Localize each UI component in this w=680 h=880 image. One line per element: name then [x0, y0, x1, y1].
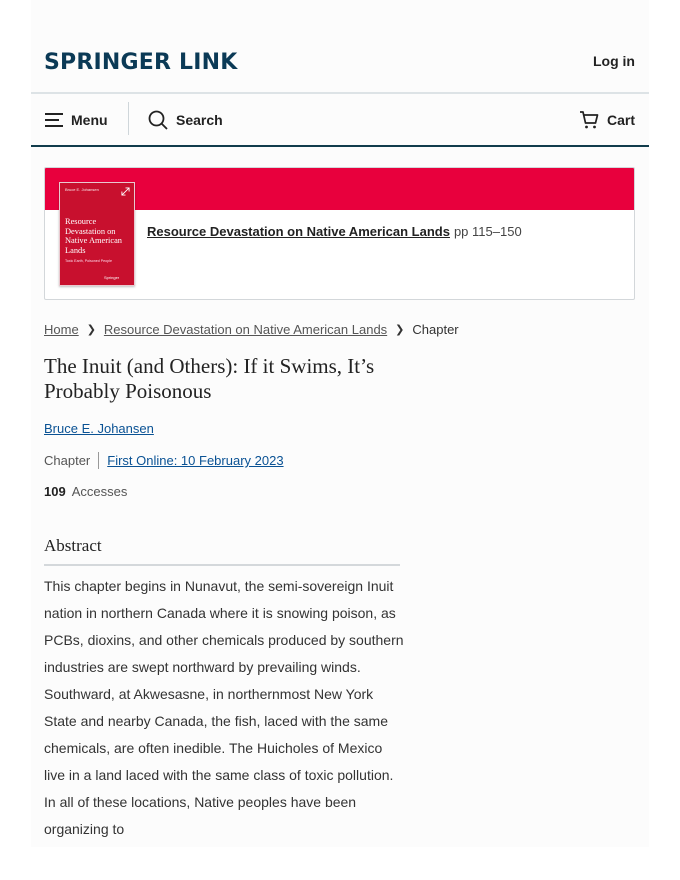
site-header: [31, 0, 649, 94]
breadcrumb-home[interactable]: Home: [44, 322, 79, 337]
abstract-text: This chapter begins in Nunavut, the semi-sovereign Inuit nation in northern Canada where it is snowing poison, as PCBs, dioxins, and other chemicals produced by southern industries are swept northward by prevailing winds. Southward, at Akwesasne, in northernmost New York State and nearby Canada, the fish, laced with the same chemicals, are often inedible. The Huicholes of Mexico live in a land laced with the same class of toxic pollution. In all of these locations, Native peoples have been organizing to: [44, 578, 404, 837]
hamburger-icon: [45, 113, 63, 127]
author-row: [44, 421, 154, 436]
chevron-right-icon: ❯: [395, 324, 405, 336]
cart-icon: [579, 110, 599, 130]
logo-link: LINK: [179, 50, 238, 75]
breadcrumb: [44, 322, 459, 337]
nav-divider: [128, 102, 129, 135]
cart-label: Cart: [606, 111, 635, 128]
book-cover[interactable]: [59, 182, 135, 286]
chapter-meta: [44, 452, 284, 469]
meta-divider: [98, 452, 99, 469]
abstract-heading: Abstract: [44, 536, 400, 566]
page: [31, 0, 649, 847]
cover-subtitle: Toxic Earth, Poisoned People: [65, 259, 112, 263]
book-pages: pp 115–150: [453, 224, 522, 239]
nav-bar: [31, 94, 649, 147]
content-type: Chapter: [44, 453, 91, 468]
menu-label: Menu: [71, 111, 108, 128]
menu-button[interactable]: [45, 94, 108, 145]
accesses-label: Accesses: [71, 484, 128, 499]
cover-author: Bruce E. Johansen: [65, 187, 99, 192]
search-label: Search: [176, 111, 223, 128]
springer-link-logo[interactable]: [44, 50, 237, 75]
book-title-link[interactable]: Resource Devastation on Native American Lands: [147, 224, 450, 239]
breadcrumb-current: Chapter: [412, 322, 459, 337]
author-link[interactable]: Bruce E. Johansen: [44, 421, 154, 436]
login-link[interactable]: Log in: [593, 53, 635, 69]
first-online-link[interactable]: First Online: 10 February 2023: [107, 453, 284, 468]
breadcrumb-book[interactable]: Resource Devastation on Native American Lands: [103, 322, 388, 337]
accesses-metric: [44, 484, 127, 499]
cart-button[interactable]: [579, 94, 635, 145]
page-title: The Inuit (and Others): If it Swims, It’s Probably Poisonous: [44, 354, 375, 403]
logo-springer: SPRINGER: [44, 50, 172, 75]
chevron-right-icon: ❯: [86, 324, 96, 336]
accesses-count: 109: [44, 484, 66, 499]
book-card: [44, 167, 635, 300]
search-icon: [148, 110, 168, 130]
expand-icon: [121, 187, 130, 196]
search-button[interactable]: [148, 94, 223, 145]
book-title-row: [147, 224, 522, 239]
cover-publisher: Springer: [104, 275, 120, 280]
cover-title: Resource Devastation on Native American Lands: [65, 217, 122, 255]
